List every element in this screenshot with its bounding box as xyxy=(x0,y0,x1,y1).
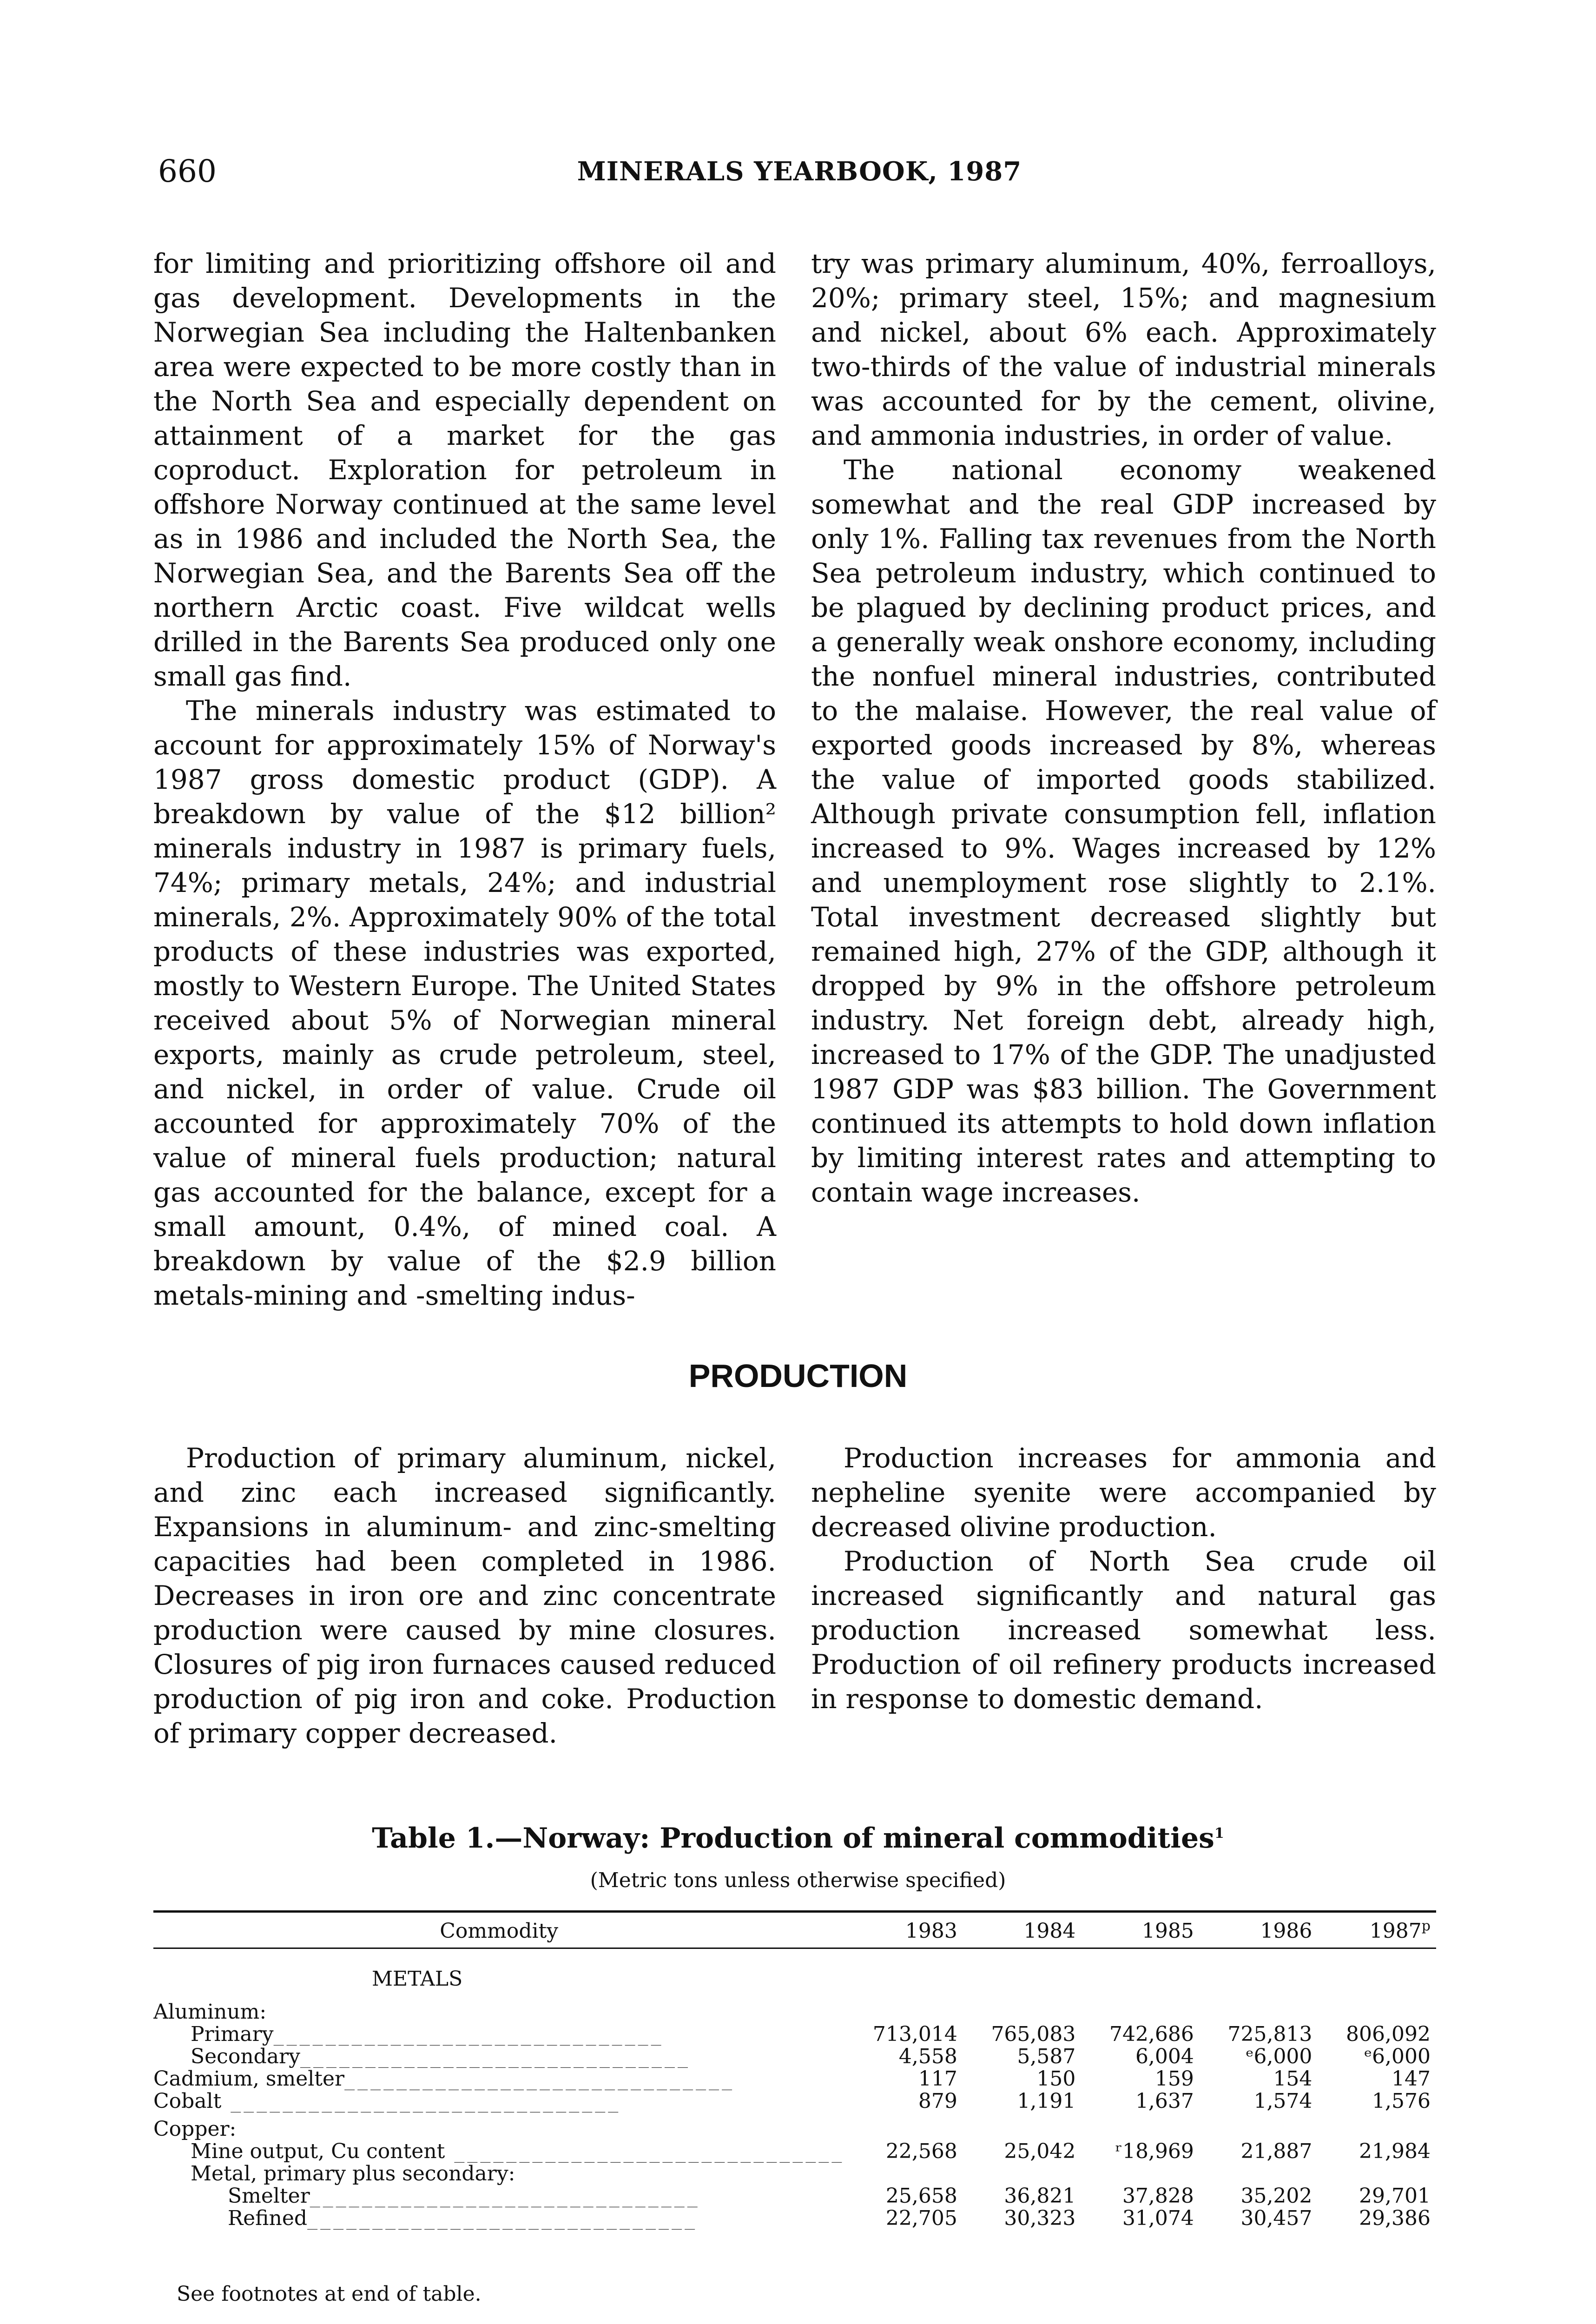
table-cell: 1,574 xyxy=(1253,2089,1312,2113)
row-label-text: Refined xyxy=(228,2207,308,2230)
production-table xyxy=(153,1910,1436,2230)
group-label-aluminum: Aluminum: xyxy=(153,2000,267,2023)
column-header-year: 1986 xyxy=(1200,1912,1318,1948)
table-cell: 37,828 xyxy=(1122,2184,1194,2208)
table-cell: 879 xyxy=(918,2089,957,2113)
table-cell: 30,323 xyxy=(1004,2206,1076,2230)
table-cell: 725,813 xyxy=(1227,2022,1312,2046)
column-header-commodity: Commodity xyxy=(153,1912,844,1948)
table-row xyxy=(153,2140,1436,2163)
table-cell: 35,202 xyxy=(1240,2184,1312,2208)
table-cell: 159 xyxy=(1154,2067,1194,2091)
table-cell: 147 xyxy=(1392,2067,1431,2091)
table-cell: 4,558 xyxy=(898,2045,957,2068)
row-label: Secondary______________________________ xyxy=(191,2046,691,2068)
paragraph: for limiting and prioritizing offshore oil and gas development. Developments in the Norwegian Sea including the Haltenbanken area were expected to be more costly than in the North Sea and especially dependent on attainment of a market for the gas coproduct. Exploration for petroleum in offshore Norway continued at the same level as in 1986 and included the North Sea, the Norwegian Sea, and the Barents Sea off the northern Arctic coast. Five wildcat wells drilled in the Barents Sea produced only one small gas find. xyxy=(153,248,776,692)
table-cell: 31,074 xyxy=(1122,2206,1194,2230)
table-cell: 117 xyxy=(918,2067,957,2091)
table-cell: 150 xyxy=(1036,2067,1076,2091)
column-header-year: 1985 xyxy=(1081,1912,1200,1948)
table-cell: 29,386 xyxy=(1359,2206,1431,2230)
table-cell: 1,191 xyxy=(1017,2089,1076,2113)
table-cell: 742,686 xyxy=(1109,2022,1194,2046)
row-label-text: Primary xyxy=(191,2023,274,2046)
table-cell: 21,984 xyxy=(1359,2139,1431,2163)
table-cell: 806,092 xyxy=(1346,2022,1431,2046)
table-cell: 25,658 xyxy=(885,2184,957,2208)
section-label-metals: METALS xyxy=(372,1967,463,1991)
production-left-column xyxy=(153,1441,776,1750)
table-cell: 1,637 xyxy=(1135,2089,1194,2113)
paragraph: try was primary aluminum, 40%, ferroalloys, 20%; primary steel, 15%; and magnesium and nickel, about 6% each. Approximately two-thirds of the value of industrial minerals was accounted for by the cement, olivine, and ammonia industries, in order of value. xyxy=(811,248,1436,451)
table-cell: 713,014 xyxy=(872,2022,957,2046)
table-cell: 36,821 xyxy=(1004,2184,1076,2208)
preliminary-mark: p xyxy=(1421,1918,1431,1934)
row-label: Cadmium, smelter______________________________ xyxy=(153,2068,735,2090)
table-subtitle: (Metric tons unless otherwise specified) xyxy=(590,1868,1006,1892)
table-group-row xyxy=(153,2113,1436,2140)
table-cell: 29,701 xyxy=(1359,2184,1431,2208)
table-title xyxy=(0,1822,1596,1855)
table-group-row xyxy=(153,2163,1436,2185)
column-header-year: 1983 xyxy=(844,1912,963,1948)
table-row xyxy=(153,2046,1436,2068)
row-label: Mine output, Cu content ______________________________ xyxy=(191,2140,845,2163)
paragraph: Production increases for ammonia and nepheline syenite were accompanied by decreased olivine production. xyxy=(811,1442,1436,1543)
table-title-footnote-mark: 1 xyxy=(1214,1825,1224,1842)
table-row xyxy=(153,2023,1436,2046)
running-title: MINERALS YEARBOOK, 1987 xyxy=(577,156,1022,187)
row-label: Primary______________________________ xyxy=(191,2023,664,2046)
page-number: 660 xyxy=(158,153,217,189)
paragraph: Production of primary aluminum, nickel, and zinc each increased significantly. Expansions in aluminum- and zinc-smelting capacities had been completed in 1986. Decreases in iron ore and zinc concentrate production were caused by mine closures. Closures of pig iron furnaces caused reduced production of pig iron and coke. Production of primary copper decreased. xyxy=(153,1442,776,1749)
intro-right-column xyxy=(811,246,1436,1209)
table-cell: 22,568 xyxy=(885,2139,957,2163)
table-cell: ᵉ6,000 xyxy=(1246,2045,1312,2068)
table-row xyxy=(153,2185,1436,2207)
paragraph: Production of North Sea crude oil increased significantly and natural gas production increased somewhat less. Production of oil refinery products increased in response to domestic demand. xyxy=(811,1545,1436,1715)
table-cell: 6,004 xyxy=(1135,2045,1194,2068)
production-right-column xyxy=(811,1441,1436,1716)
column-header-year: 1984 xyxy=(963,1912,1082,1948)
table-title-text: Table 1.—Norway: Production of mineral commodities xyxy=(372,1822,1214,1855)
paragraph: The minerals industry was estimated to account for approximately 15% of Norway's 1987 gross domestic product (GDP). A breakdown by value of the $12 billion² minerals industry in 1987 is primary fuels, 74%; primary metals, 24%; and industrial minerals, 2%. Approximately 90% of the total products of these industries was exported, mostly to Western Europe. The United States received about 5% of Norwegian mineral exports, mainly as crude petroleum, steel, and nickel, in order of value. Crude oil accounted for approximately 70% of the value of mineral fuels production; natural gas accounted for the balance, except for a small amount, 0.4%, of mined coal. A breakdown by value of the $2.9 billion metals-mining and -smelting indus- xyxy=(153,695,776,1311)
intro-left-column xyxy=(153,246,776,1313)
table-row xyxy=(153,2207,1436,2230)
table-cell: 154 xyxy=(1273,2067,1312,2091)
table-footnote-note: See footnotes at end of table. xyxy=(177,2282,481,2306)
row-label: Refined______________________________ xyxy=(228,2207,698,2230)
row-label-text: Secondary xyxy=(191,2046,300,2068)
table-cell: ʳ18,969 xyxy=(1115,2139,1194,2163)
paragraph: The national economy weakened somewhat and the real GDP increased by only 1%. Falling tax revenues from the North Sea petroleum industry, which continued to be plagued by declining product prices, and a generally weak onshore economy, including the nonfuel mineral industries, contributed to the malaise. However, the real value of exported goods increased by 8%, whereas the value of imported goods stabilized. Although private consumption fell, inflation increased to 9%. Wages increased by 12% and unemployment rose slightly to 2.1%. Total investment decreased slightly but remained high, 27% of the GDP, although it dropped by 9% in the offshore petroleum industry. Net foreign debt, already high, increased to 17% of the GDP. The unadjusted 1987 GDP was $83 billion. The Government continued its attempts to hold down inflation by limiting interest rates and attempting to contain wage increases. xyxy=(811,454,1436,1208)
table-header-row xyxy=(153,1912,1436,1948)
table-section-row xyxy=(153,1948,1436,1996)
row-label-text: Cadmium, smelter xyxy=(153,2068,345,2090)
row-label: Cobalt ______________________________ xyxy=(153,2090,621,2113)
table-cell: 25,042 xyxy=(1004,2139,1076,2163)
table-row xyxy=(153,2090,1436,2113)
row-label-text: Cobalt xyxy=(153,2090,222,2113)
year-label: 1987 xyxy=(1369,1919,1422,1943)
table-cell: 5,587 xyxy=(1017,2045,1076,2068)
table-row xyxy=(153,2068,1436,2090)
section-heading-production: PRODUCTION xyxy=(688,1358,908,1394)
row-label-text: Smelter xyxy=(228,2185,310,2207)
group-label-copper: Copper: xyxy=(153,2117,237,2140)
table-cell: 765,083 xyxy=(991,2022,1076,2046)
table-cell: 21,887 xyxy=(1240,2139,1312,2163)
column-header-year xyxy=(1318,1912,1436,1948)
table-cell: ᵉ6,000 xyxy=(1364,2045,1431,2068)
table-group-row xyxy=(153,1995,1436,2023)
row-label: Smelter______________________________ xyxy=(228,2185,700,2207)
running-head xyxy=(158,153,1441,195)
row-label-text: Mine output, Cu content xyxy=(191,2140,445,2163)
table-cell: 1,576 xyxy=(1372,2089,1431,2113)
group-label-copper-metal: Metal, primary plus secondary: xyxy=(191,2163,515,2185)
table-cell: 30,457 xyxy=(1240,2206,1312,2230)
table-cell: 22,705 xyxy=(885,2206,957,2230)
